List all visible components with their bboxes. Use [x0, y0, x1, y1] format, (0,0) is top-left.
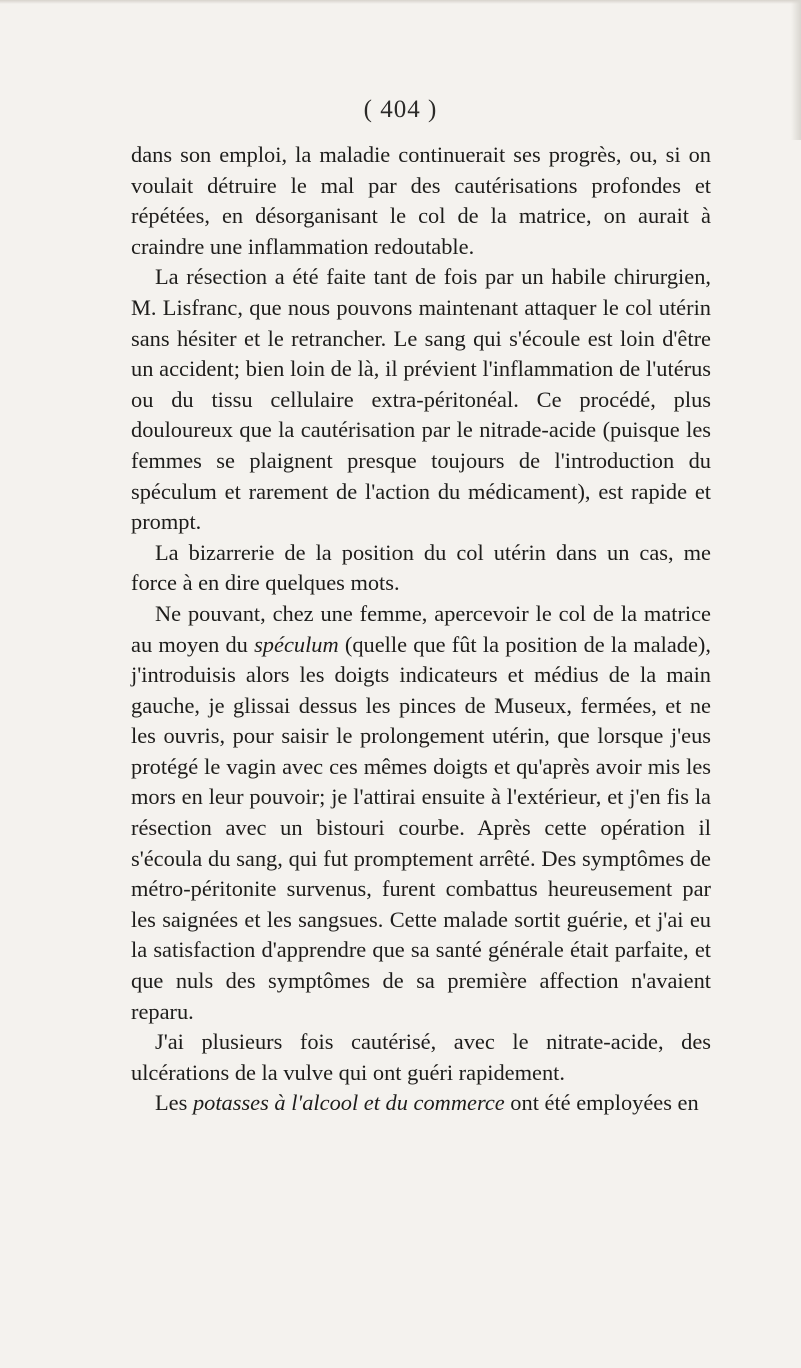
paragraph-1: dans son emploi, la maladie continuerait ses progrès, ou, si on voulait détruire le mal par des cautérisations profondes et répétées, en désorganisant le col de la matrice, on aurait à craindre une inflammation redoutable.: [131, 142, 711, 259]
body-text: [131, 140, 711, 1119]
page-top-shadow: [0, 0, 801, 4]
paragraph-6-italic: potasses à l'alcool et du commerce: [192, 1090, 505, 1116]
paragraph-6-before: Les: [155, 1090, 193, 1116]
paragraph-4-after: (quelle que fût la position de la malade), j'introduisis alors les doigts indicateurs et médius de la main gauche, je glissai dessus les pinces de Museux, fermées, et ne les ouvris, pour saisir le prolongement utérin, que lorsque j'eus protégé le vagin avec ces mêmes doigts et qu'après avoir mis les mors en leur pouvoir; je l'attirai ensuite à l'extérieur, et j'en fis la résection avec un bistouri courbe. Après cette opération il s'écoula du sang, qui fut promptement arrêté. Des symptômes de métro-péritonite survenus, furent combattus heureusement par les saignées et les sangsues. Cette malade sortit guérie, et j'ai eu la satisfaction d'apprendre que sa santé générale était parfaite, et que nuls des symptômes de sa première affection n'avaient reparu.: [131, 631, 711, 1024]
paragraph-5: J'ai plusieurs fois cautérisé, avec le nitrate-acide, des ulcérations de la vulve qui ont guéri rapidement.: [131, 1029, 711, 1085]
paragraph-2: La résection a été faite tant de fois par un habile chirurgien, M. Lisfranc, que nous pouvons maintenant attaquer le col utérin sans hésiter et le retrancher. Le sang qui s'écoule est loin d'être un accident; bien loin de là, il prévient l'inflammation de l'utérus ou du tissu cellulaire extra-péritonéal. Ce procédé, plus douloureux que la cautérisation par le nitrade-acide (puisque les femmes se plaignent presque toujours de l'introduction du spéculum et rarement de l'action du médicament), est rapide et prompt.: [131, 264, 711, 535]
paragraph-4: [131, 599, 711, 1027]
paragraph-3: La bizarrerie de la position du col utérin dans un cas, me force à en dire quelques mots.: [131, 539, 711, 596]
paragraph-4-before: Ne pouvant, chez une femme, apercevoir le col de la matrice au moyen du: [131, 600, 711, 657]
page-number: ( 404 ): [363, 96, 438, 123]
paragraph-6-after: ont été employées en: [504, 1090, 699, 1116]
paragraph-4-italic: spéculum: [254, 631, 339, 657]
paragraph-6: [131, 1088, 711, 1119]
